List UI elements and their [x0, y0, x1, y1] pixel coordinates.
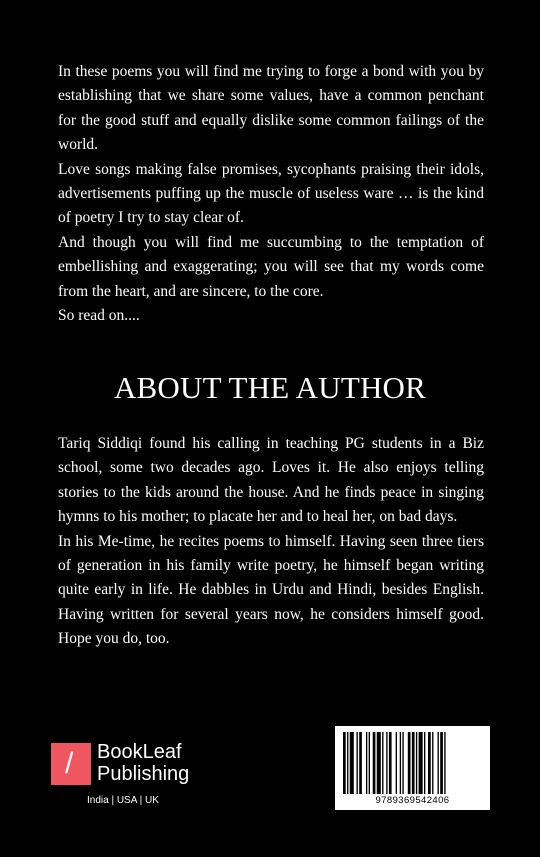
- barcode-bar: [359, 732, 362, 794]
- publisher-regions: India | USA | UK: [87, 795, 159, 806]
- barcode-bar: [389, 732, 392, 794]
- barcode-bar: [343, 732, 346, 794]
- isbn-number: 9789369542406: [375, 795, 450, 806]
- barcode-bar: [424, 732, 425, 794]
- barcode-bar: [357, 732, 358, 794]
- about-paragraph-2: In his Me-time, he recites poems to himself. Having seen three tiers of generation in his family write poetry, he himself began writing quite early in life. He dabbles in Urdu and Hindi, besides English. Having written for several years now, he considers himself good. Hope you do, too.: [58, 532, 484, 648]
- intro-paragraph-2: Love songs making false promises, sycophants praising their idols, advertisements puffing up the muscle of useless ware … is the kind of poetry I try to stay clear of.: [58, 160, 484, 227]
- barcode-bar: [444, 732, 445, 794]
- barcode-bar: [440, 732, 443, 794]
- barcode-bar: [402, 732, 403, 794]
- barcode-bar: [366, 732, 367, 794]
- about-text: [58, 432, 484, 652]
- intro-text: [58, 60, 484, 328]
- barcode-bar: [377, 732, 381, 794]
- barcode-bar: [386, 732, 387, 794]
- intro-paragraph-4: So read on....: [58, 307, 140, 325]
- barcode-bar: [408, 732, 411, 794]
- barcode-bar: [412, 732, 415, 794]
- intro-paragraph-3: And though you will find me succumbing to the temptation of embellishing and exaggerating; you will see that my words come from the heart, and are sincere, to the core.: [58, 233, 484, 300]
- barcode-bar: [382, 732, 383, 794]
- about-paragraph-1: Tariq Siddiqi found his calling in teaching PG students in a Biz school, some two decades ago. Loves it. He also enjoys telling stories to the kids around the house. And he finds peace in singing hymns to his mother; to placate her and to heal her, on bad days.: [58, 435, 484, 526]
- publisher-name: [97, 741, 189, 785]
- slash-icon: /: [65, 747, 74, 780]
- publisher-logo: [51, 743, 211, 813]
- barcode-bar: [400, 732, 401, 794]
- publisher-name-line-1: BookLeaf: [97, 741, 182, 763]
- barcode-bar: [396, 732, 397, 794]
- isbn-barcode: [335, 726, 490, 810]
- barcode-bar: [416, 732, 417, 794]
- barcode-bars: [341, 732, 484, 794]
- about-heading: ABOUT THE AUTHOR: [113, 370, 427, 405]
- barcode-bar: [347, 732, 348, 794]
- barcode-bar: [438, 732, 439, 794]
- barcode-bar: [419, 732, 423, 794]
- barcode-bar: [369, 732, 370, 794]
- publisher-logo-mark: [51, 743, 91, 785]
- barcode-bar: [350, 732, 354, 794]
- publisher-name-line-2: Publishing: [97, 763, 190, 785]
- barcode-bar: [432, 732, 433, 794]
- barcode-bar: [428, 732, 431, 794]
- barcode-bar: [373, 732, 376, 794]
- intro-paragraph-1: In these poems you will find me trying to forge a bond with you by establishing that we share some values, have a common penchant for the good stuff and equally dislike some common failings of the world.: [58, 63, 484, 154]
